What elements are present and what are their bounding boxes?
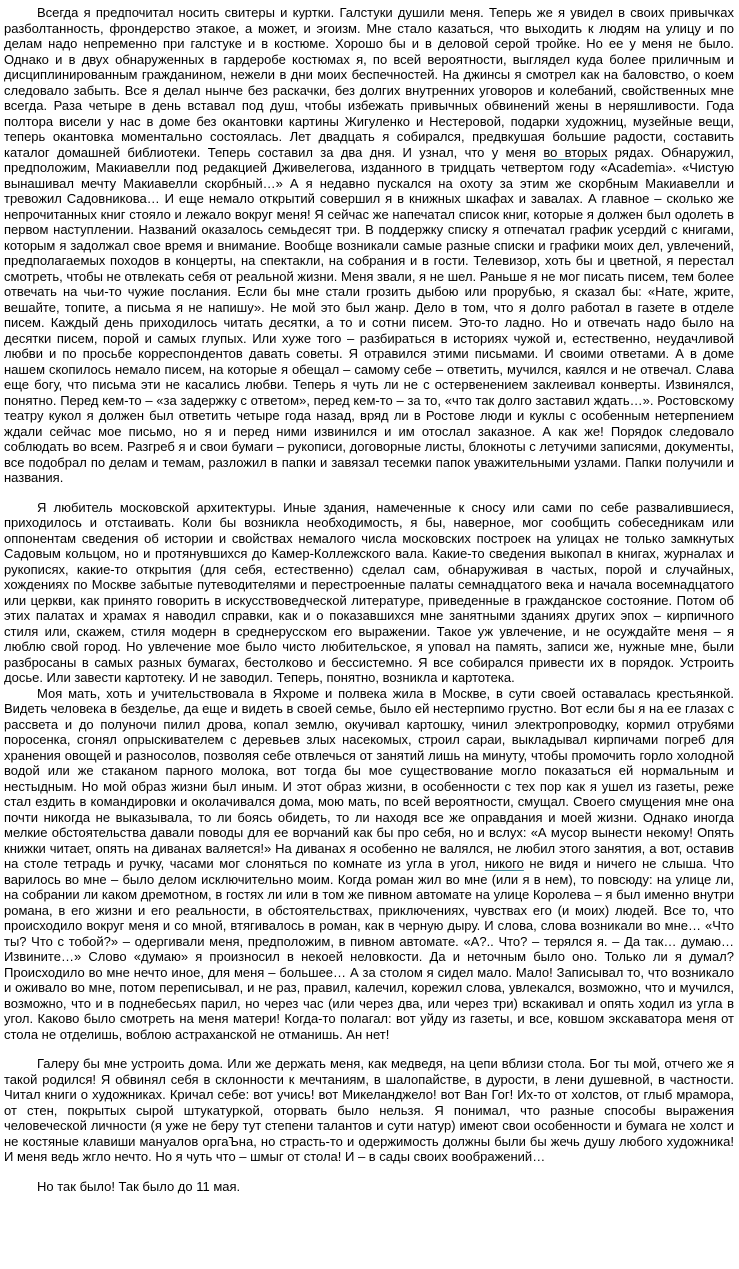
text-run: не видя и ничего не слыша. Что варилось во мне – было делом исключительно моим. Когда роман жил во мне (или я в нем), то повсюду: на улице ли, на собрании ли каком дремотном, в гостях ли или в том же пивном автомате на улице Королева – я был именно внутри романа, в его жизни и его реальности, в обстоятельствах, приключениях, чувствах его (и моих) людей. Все то, что происходило вокруг меня и со мной, втягивалось в роман, как в черную дыру. И слова, слова возникали во мне… «Что ты? Что с тобой?» – одергивали меня, предположим, в пивном автомате. «А?.. Что? – терялся я. – Да так… думаю… Извините…» Слово «думаю» я произносил в некоей неловкости. Да и неточным было оно. Только ли я думал? Происходило во мне нечто иное, для меня – большее… А за столом я сидел мало. Мало! Записывал то, что возникало и оживало во мне, потом переписывал, и не раз, правил, калечил, корежил слова, увлекался, возможно, что и мучился, возможно, что и в поднебесьях парил, но через час (или через два, или через три) вскакивал и опять ходил из угла в угол. Каково было смотреть на меня матери! Когда-то полагал: вот уйду из газеты, и все, ковшом экскаватора меня от стола не отделишь, воблою астраханской не отманишь. Ан нет! [4,856,734,1042]
paragraph [4,1179,734,1195]
text-run: Но так было! Так было до 11 мая. [37,1178,241,1194]
paragraph [4,500,734,686]
text-run: рядах. Обнаружил, предположим, Макиавелли под редакцией Дживелегова, изданного в тридцать четвертом году «Academia». «Чистую вынашивал мечту Макиавелли скорбный…» А я недавно пускался на охоту за этим же скорбным Макиавелли и тревожил Садовникова… И еще немало открытий совершил я в книжных шкафах и завалах. А главное – сколько же непрочитанных книг стояло и лежало вокруг меня! Я сейчас же напечатал список книг, которые я должен был одолеть в первом наступлении. Названий оказалось семьдесят три. В поддержку списку я отпечатал график усердий с книгами, которым я задолжал свое время и внимание. Вообще возникали самые разные списки и графики моих дел, увлечений, предполагаемых походов в концерты, на спектакли, на собрания и в гости. Телевизор, хоть бы и цветной, я перестал смотреть, чтобы не отвлекать себя от реальной жизни. Меня звали, я не шел. Раньше я не мог писать писем, тем более отвечать на чьи-то чужие послания. Если бы мне стали грозить дыбою или прорубью, я сказал бы: «Нате, жрите, вешайте, топите, а письма я не напишу». Не мой это был жанр. Дело в том, что я долго работал в газете в отделе писем. Каждый день приходилось читать десятки, а то и сотни писем. Это-то ладно. Но и отвечать надо было на десятки писем, порой и самых глупых. Или хуже того – разбираться в историях чужой и, естественно, неудачливой любви и по просьбе корреспондентов давать советы. Я отравился этими письмами. И своими ответами. А в доме нашем скопилось немало писем, на которые я обещал – самому себе – ответить, мучился, каялся и не отвечал. Слава еще богу, что письма эти не касались любви. Теперь я чуть ли не с остервенением заклеивал конверты. Извинялся, понятно. Перед кем-то – «за задержку с ответом», перед кем-то – за то, «что так долго заставил ждать…». Ростовскому театру кукол я должен был ответить четыре года назад, вряд ли в Ростове люди и куклы с особенным нетерпением ждали сейчас мое письмо, но я и перед ними извинился и им отослал заказное. А как же! Порядок следовало соблюдать во всем. Разгреб я и свои бумаги – рукописи, договорные листы, блокноты с летучими записями, документы, все подобрал по делам и темам, разложил в папки и завязал тесемки папок уважительными узлами. Папки получили и названия. [4,144,734,485]
text-run: Галеру бы мне устроить дома. Или же держать меня, как медведя, на цепи вблизи стола. Бог ты мой, отчего же я такой родился! Я обвинял себя в склонности к мечтаниям, в шалопайстве, в дурости, в лени душевной, в частности. Читал книги о художниках. Кричал себе: вот учись! вот Микеланджело! вот Ван Гог! Их-то от холстов, от глыб мрамора, от стен, покрытых сырой штукатуркой, оторвать было нельзя. Я понимал, что разные способы выражения человеческой личности (я уже не беру тут степени талантов и сути натур) имеют свои особенности и бумага не холст и не костяные клавиши мануалов оргаЪна, но страсть-то и одержимость должны были бы жечь душу любого художника! И меня ведь жгло нечто. Но я чуть что – шмыг от стола! И – в сады своих воображений… [4,1056,734,1164]
paragraph [4,1056,734,1165]
text-run: Всегда я предпочитал носить свитеры и куртки. Галстуки душили меня. Теперь же я увидел в своих привычках разболтанность, фрондерство этакое, а может, и эгоизм. Мне стало казаться, что выходить к людям на улицу и по делам надо непременно при галстуке и в костюме. Хорошо бы и в деловой серой тройке. Но ее у меня не было. Однако и в двух обнаруженных в гардеробе костюмах я, по всей вероятности, выглядел куда более приличным и дисциплинированным гражданином, нежели в дни моих беспечностей. На джинсы я смотрел как на баловство, о коем следовало забыть. Все я делал нынче без раскачки, без долгих внутренних уговоров и колебаний, свойственных мне всегда. Раза четыре в день вставал под душ, чтобы избежать привычных обвинений жены в неряшливости. Года полтора висели у нас в доме без окантовки картины Жигуленко и Нестеровой, подарки художниц, музейные вещи, теперь окантовка моментально состоялась. Лет двадцать я собирался, предвкушая большие радости, составить каталог домашней библиотеки. Теперь составил за два дня. И узнал, что у меня [4,5,734,160]
underlined-word: во вторых [543,144,608,160]
text-run: Я любитель московской архитектуры. Иные здания, намеченные к сносу или сами по себе развалившиеся, приходилось и отстаивать. Коли бы возникла необходимость, я бы, наверное, мог сообщить собеседникам или оппонентам сведения об истории и свойствах немалого числа московских построек на улицах не только замкнутых Садовым кольцом, но и протянувшихся до Камер-Коллежского вала. Какие-то сведения выкопал в книгах, журналах и рукописях, какие-то открытия (для себя, естественно) сделал сам, обнаруживая в частых, порой и случайных, хождениях по Москве забытые путеводителями и перестроенные палаты семнадцатого века и начала восемнадцатого или церкви, как принято говорить в искусствоведческой литературе, приведенные в гражданское состояние. Потом об этих палатах и храмах я наводил справки, как и о показавшихся мне занятными зданиях других эпох – кирпичного стиля или, скажем, стиля модерн в среднерусском его выражении. Такое уж увлечение, и не осуждайте меня – я люблю свой город. Но увлечение мое было чисто любительское, я уповал на память, записи же, нужные мне, были разбросаны в самых разных бумагах, бестолково и бессистемно. Я все собирался привести их в порядок. Устроить досье. Или завести картотеку. И не заводил. Теперь, понятно, возникла и картотека. [4,499,734,685]
document-body [4,5,734,1194]
text-run: Моя мать, хоть и учительствовала в Яхроме и полвека жила в Москве, в сути своей оставалась крестьянкой. Видеть человека в безделье, да еще и видеть в своей семье, было ей нестерпимо грустно. Вот если бы я на ее глазах с рассвета и до полуночи пилил дрова, копал землю, окучивал картошку, чинил электропроводку, кормил отрубями поросенка, сгонял опрыскивателем с деревьев злых насекомых, строил сараи, выкладывал кирпичами погреб для хранения овощей и разносолов, позволяя себе отвлечься от занятий лишь на минуту, чтобы промочить горло холодной водой или же стаканом парного молока, вот тогда бы мое существование могло показаться ей нормальным и нестыдным. Но мой образ жизни был иным. И этот образ жизни, в особенности с тех пор как я ушел из газеты, реже стал ездить в командировки и околачивался дома, мою мать, по всей вероятности, смущал. Своего смущения мне она почти никогда не выказывала, то ли боясь обидеть, то ли находя все же оправдания и моей жизни. Однако иногда мелкие обстоятельства давали поводы для ее ворчаний как бы про себя, но и вслух: «А мусор вынести некому! Опять книжки читает, опять на диванах валяется!» На диванах я особенно не валялся, не любил этого занятия, а вот, оставив на столе тетрадь и ручку, часами мог слоняться по комнате из угла в угол, [4,685,734,871]
paragraph [4,5,734,486]
paragraph [4,686,734,1043]
underlined-word: никого [484,856,524,871]
